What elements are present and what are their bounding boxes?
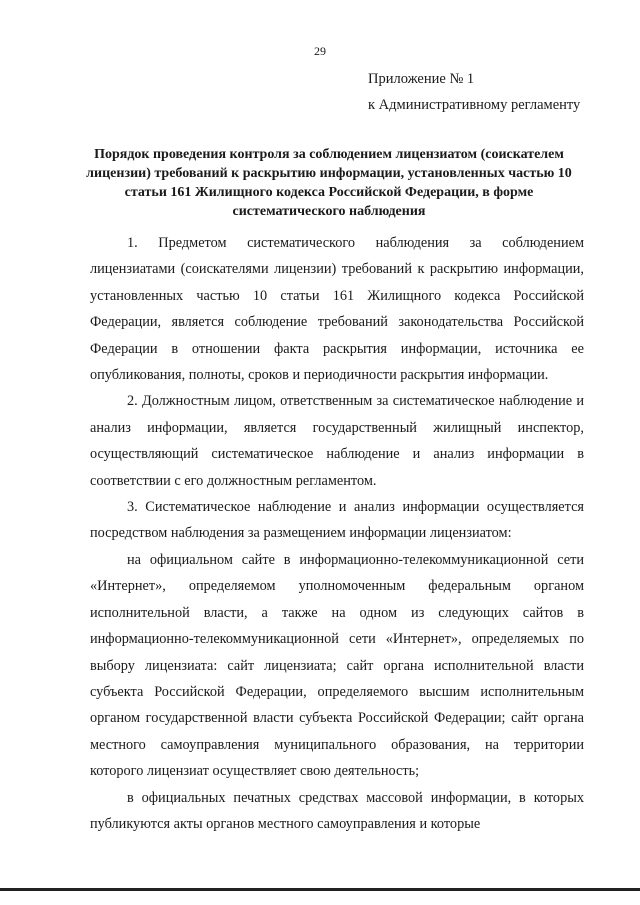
paragraph-4: на официальном сайте в информационно-телекоммуникационной сети «Интернет», определяемом уполномоченным федеральным органом исполнительной власти, а также на одном из следующих сайтов в информационно-телекоммуникационной сети «Интернет», определяемых по выбору лицензиата: сайт лицензиата; сайт органа исполнительной власти субъекта Российской Федерации, определяемого высшим исполнительным органом государственной власти субъекта Российской Федерации; сайт органа местного самоуправления муниципального образования, на территории которого лицензиат осуществляет свою деятельность; <box>90 551 584 780</box>
paragraph-5: в официальных печатных средствах массовой информации, в которых публикуются акты органов местного самоуправления и которые <box>90 789 584 832</box>
page-bottom-border <box>0 888 640 891</box>
paragraph-1: 1. Предметом систематического наблюдения за соблюдением лицензиатами (соискателями лицензии) требований к раскрытию информации, установленных частью 10 статьи 161 Жилищного кодекса Российской Федерации, является соблюдение требований законодательства Российской Федерации в отношении факта раскрытия информации, источника ее опубликования, полноты, сроков и периодичности раскрытия информации. <box>90 235 584 384</box>
appendix-header <box>368 66 580 118</box>
paragraph-2: 2. Должностным лицом, ответственным за систематическое наблюдение и анализ информации, является государственный жилищный инспектор, осуществляющий систематическое наблюдение и анализ информации в соответствии с его должностным регламентом. <box>90 393 584 489</box>
document-body <box>90 230 584 837</box>
appendix-reference: к Административному регламенту <box>368 97 581 113</box>
paragraph-3: 3. Систематическое наблюдение и анализ информации осуществляется посредством наблюдения за размещением информации лицензиатом: <box>90 499 584 542</box>
page-number: 29 <box>314 44 326 58</box>
appendix-number: Приложение № 1 <box>368 71 475 87</box>
document-title: Порядок проведения контроля за соблюдением лицензиатом (соискателем лицензии) требований к раскрытию информации, установленных частью 10 статьи 161 Жилищного кодекса Российской Федерации, в форме систематического наблюдения <box>86 147 572 219</box>
